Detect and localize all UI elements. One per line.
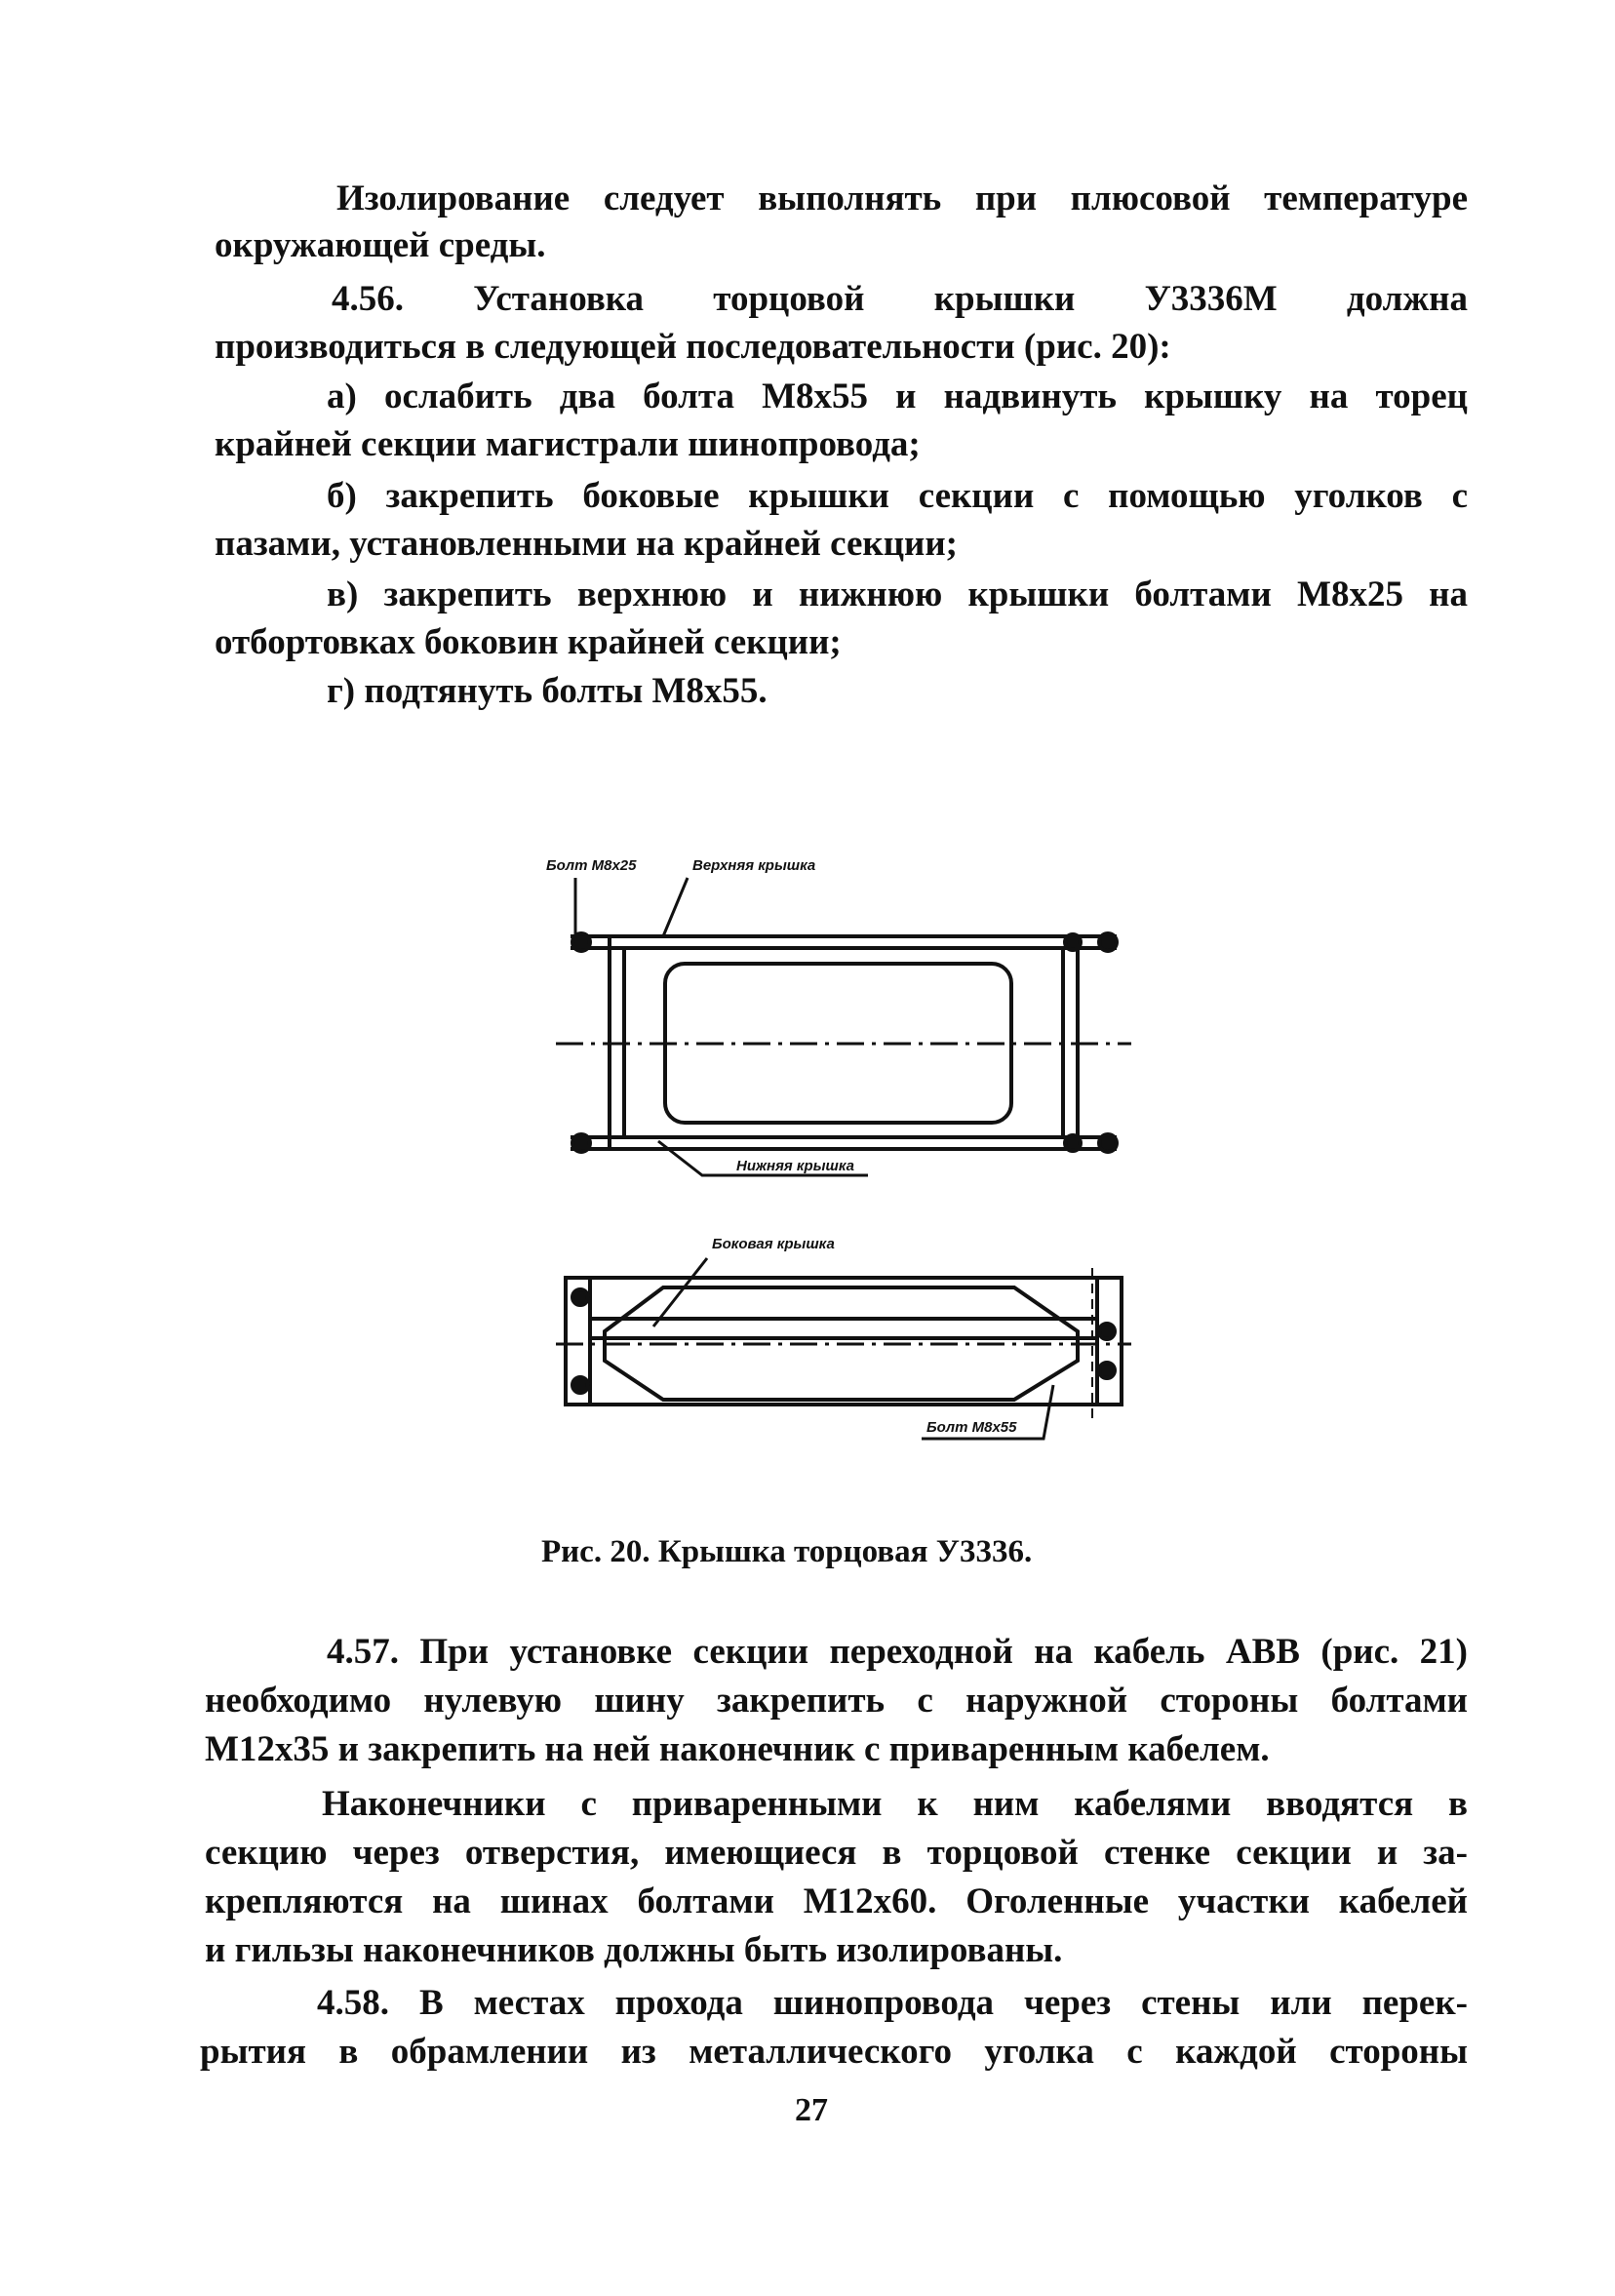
text-line: необходимо нулевую шину закрепить с наружной стороны болтами (205, 1681, 1468, 1721)
text-line: Изолирование следует выполнять при плюсовой температуре (336, 178, 1468, 218)
text-line: рытия в обрамлении из металлического уголка с каждой стороны (200, 2032, 1468, 2072)
figure-caption: Рис. 20. Крышка торцовая У3336. (541, 1534, 1033, 1569)
label-bolt-bottom: Болт М8х55 (926, 1419, 1017, 1436)
section-heading-4-57: 4.57. При установке секции переходной на кабель АВВ (рис. 21) (327, 1632, 1468, 1672)
text-line: и гильзы наконечников должны быть изолированы. (205, 1930, 1063, 1970)
label-top-cover: Верхняя крышка (692, 857, 816, 874)
list-item-b: б) закрепить боковые крышки секции с помощью уголков с (327, 476, 1468, 516)
figure-end-cover-drawing (546, 839, 1151, 1502)
text-line: отбортовках боковин крайней секции; (215, 622, 842, 662)
bolt-icon (572, 1377, 588, 1393)
section-heading-4-56: 4.56. Установка торцовой крышки У3336М должна (332, 279, 1468, 319)
bolt-icon (1099, 933, 1117, 951)
page-number: 27 (795, 2092, 828, 2128)
list-item-v: в) закрепить верхнюю и нижнюю крышки болтами М8х25 на (327, 574, 1468, 614)
bolt-icon (572, 1134, 590, 1152)
text-line: секцию через отверстия, имеющиеся в торцовой стенке секции и за- (205, 1833, 1468, 1873)
text-line: пазами, установленными на крайней секции; (215, 524, 958, 564)
list-item-g: г) подтянуть болты М8х55. (327, 671, 768, 711)
leader-line (653, 1258, 707, 1326)
text-line: производиться в следующей последовательности (рис. 20): (215, 327, 1171, 367)
label-bolt-top: Болт М8х25 (546, 857, 637, 874)
bolt-icon (572, 1289, 588, 1305)
leader-line (663, 878, 688, 936)
text-line: Наконечники с приваренными к ним кабелями вводятся в (322, 1784, 1468, 1824)
bolt-icon (1065, 934, 1081, 950)
text-line: М12х35 и закрепить на ней наконечник с приваренным кабелем. (205, 1729, 1270, 1769)
label-bottom-cover: Нижняя крышка (736, 1158, 854, 1174)
slot-channel (590, 1319, 1097, 1338)
text-line: крайней секции магистрали шинопровода; (215, 424, 921, 464)
bolt-icon (1099, 1363, 1115, 1378)
technical-drawing (546, 839, 1151, 1502)
list-item-a: а) ослабить два болта М8х55 и надвинуть крышку на торец (327, 376, 1468, 416)
text-line: окружающей среды. (215, 225, 546, 265)
text-line: крепляются на шинах болтами М12х60. Оголенные участки кабелей (205, 1881, 1468, 1921)
label-side-cover: Боковая крышка (712, 1236, 835, 1252)
bolt-icon (1065, 1135, 1081, 1151)
bolt-icon (1099, 1324, 1115, 1339)
section-heading-4-58: 4.58. В местах прохода шинопровода через стены или перек- (317, 1983, 1468, 2023)
bolt-icon (1099, 1134, 1117, 1152)
